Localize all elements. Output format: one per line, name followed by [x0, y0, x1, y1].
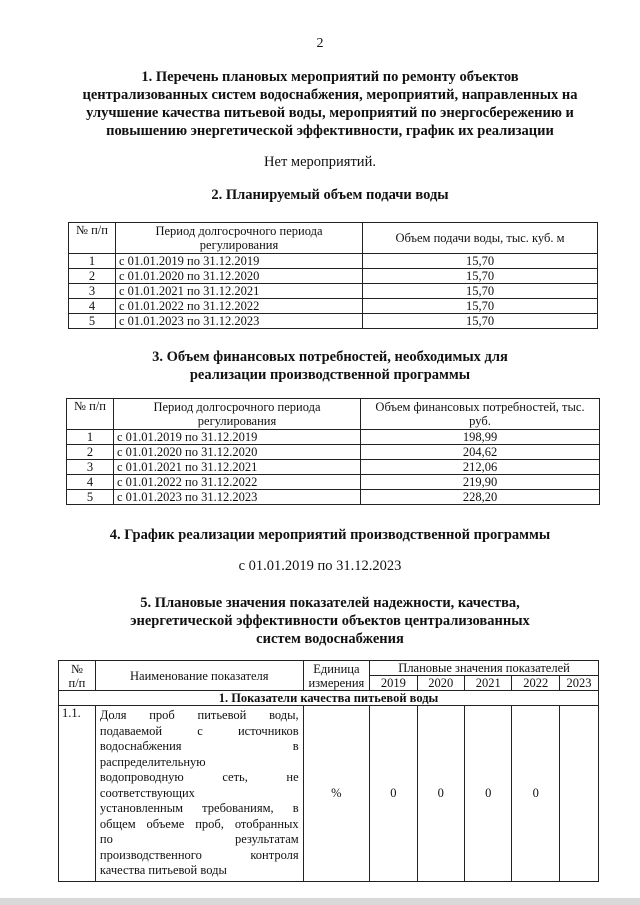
section3-title	[40, 348, 620, 384]
col-header-planned: Плановые значения показателей	[370, 661, 599, 676]
row-num: 3	[67, 460, 114, 475]
row-value-2021: 0	[465, 706, 512, 882]
row-value-2022: 0	[512, 706, 559, 882]
col-header-year: 2021	[465, 676, 512, 691]
row-period: с 01.01.2023 по 31.12.2023	[116, 314, 363, 329]
row-value-2019: 0	[370, 706, 417, 882]
group-title: 1. Показатели качества питьевой воды	[59, 691, 599, 706]
section4-title: 4. График реализации мероприятий производственной программы	[109, 527, 551, 543]
row-value: 198,99	[361, 430, 600, 445]
indicator-name-line: Доля проб питьевой воды,	[99, 708, 299, 722]
row-value: 204,62	[361, 445, 600, 460]
row-period: с 01.01.2019 по 31.12.2019	[114, 430, 361, 445]
section1-title-line: повышению энергетической эффективности, график их реализации	[106, 123, 554, 139]
section5-title-line: энергетической эффективности объектов централизованных	[130, 613, 530, 629]
col-header-year: 2023	[559, 676, 598, 691]
col-header-unit	[303, 661, 369, 691]
scan-bottom-edge	[0, 898, 640, 905]
financial-needs-table	[66, 398, 600, 505]
row-num: 1.1.	[59, 706, 96, 882]
table-row	[67, 430, 600, 445]
col-header-num: № п/п	[67, 399, 114, 430]
row-num: 2	[67, 445, 114, 460]
indicators-table	[58, 660, 599, 882]
indicator-name-line: качества питьевой воды	[99, 863, 227, 877]
col-header-num-line: п/п	[68, 675, 86, 690]
row-num: 2	[69, 269, 116, 284]
row-num: 5	[67, 490, 114, 505]
table-row	[69, 299, 598, 314]
row-value: 15,70	[363, 284, 598, 299]
table-row	[69, 254, 598, 269]
row-value: 15,70	[363, 254, 598, 269]
col-header-finance: Объем финансовых потребностей, тыс. руб.	[361, 399, 600, 430]
col-header-year: 2022	[512, 676, 559, 691]
indicator-name-line: по результатам	[99, 832, 299, 846]
row-value: 15,70	[363, 299, 598, 314]
section4-period: с 01.01.2019 по 31.12.2023	[238, 558, 402, 574]
table-row	[59, 706, 599, 882]
indicator-name-line: водопроводную сеть, не	[99, 770, 299, 784]
col-header-name: Наименование показателя	[95, 661, 303, 691]
row-period: с 01.01.2019 по 31.12.2019	[116, 254, 363, 269]
row-value: 219,90	[361, 475, 600, 490]
row-value-2020: 0	[417, 706, 464, 882]
table-row	[69, 284, 598, 299]
col-header-num	[59, 661, 96, 691]
row-value-2023	[559, 706, 598, 882]
water-supply-table	[68, 222, 598, 329]
row-period: с 01.01.2020 по 31.12.2020	[116, 269, 363, 284]
col-header-unit-line: Единица	[313, 661, 360, 676]
section1-title-line: централизованных систем водоснабжения, мероприятий, направленных на	[82, 87, 578, 103]
table-row	[67, 460, 600, 475]
row-period: с 01.01.2022 по 31.12.2022	[114, 475, 361, 490]
col-header-period: Период долгосрочного периода регулирования	[114, 399, 361, 430]
section5-title-line: 5. Плановые значения показателей надежности, качества,	[140, 595, 520, 611]
indicator-name-line: производственного контроля	[99, 847, 299, 862]
table-row	[67, 490, 600, 505]
section1-note: Нет мероприятий.	[264, 154, 376, 170]
section5-title	[40, 594, 620, 648]
row-indicator-name	[95, 706, 303, 882]
section3-title-line: 3. Объем финансовых потребностей, необходимых для	[152, 349, 508, 365]
page-number: 2	[316, 36, 324, 51]
row-period: с 01.01.2020 по 31.12.2020	[114, 445, 361, 460]
row-num: 4	[67, 475, 114, 490]
section5-title-line: систем водоснабжения	[256, 631, 404, 647]
col-header-period: Период долгосрочного периода регулирования	[116, 223, 363, 254]
row-num: 4	[69, 299, 116, 314]
indicator-name-line: соответствующих	[99, 785, 195, 800]
row-unit: %	[303, 706, 369, 882]
row-num: 1	[69, 254, 116, 269]
col-header-year: 2020	[417, 676, 464, 691]
table-row	[67, 475, 600, 490]
table-row	[69, 314, 598, 329]
row-period: с 01.01.2023 по 31.12.2023	[114, 490, 361, 505]
section2-title: 2. Планируемый объем подачи воды	[211, 187, 449, 203]
col-header-num-line: №	[70, 661, 83, 676]
indicator-name-line: распределительную	[99, 754, 206, 769]
section1-title-line: 1. Перечень плановых мероприятий по ремонту объектов	[141, 69, 519, 85]
table-row	[69, 269, 598, 284]
row-period: с 01.01.2021 по 31.12.2021	[116, 284, 363, 299]
row-value: 212,06	[361, 460, 600, 475]
section1-title-line: улучшение качества питьевой воды, мероприятий по энергосбережению и	[86, 105, 574, 121]
row-period: с 01.01.2022 по 31.12.2022	[116, 299, 363, 314]
col-header-year: 2019	[370, 676, 417, 691]
row-num: 3	[69, 284, 116, 299]
table-row	[67, 445, 600, 460]
indicator-name-line: установленным требованиям, в	[99, 801, 299, 815]
row-num: 1	[67, 430, 114, 445]
indicator-name-line: подаваемой с источников	[99, 723, 299, 738]
row-value: 15,70	[363, 269, 598, 284]
row-num: 5	[69, 314, 116, 329]
section3-title-line: реализации производственной программы	[189, 367, 471, 383]
section1-title	[40, 68, 620, 140]
indicator-name-line: водоснабжения в	[99, 739, 299, 753]
indicator-name-line: общем объеме проб, отобранных	[99, 816, 299, 831]
col-header-num: № п/п	[69, 223, 116, 254]
row-value: 228,20	[361, 490, 600, 505]
row-value: 15,70	[363, 314, 598, 329]
col-header-volume: Объем подачи воды, тыс. куб. м	[363, 223, 598, 254]
col-header-unit-line: измерения	[308, 675, 365, 690]
row-period: с 01.01.2021 по 31.12.2021	[114, 460, 361, 475]
